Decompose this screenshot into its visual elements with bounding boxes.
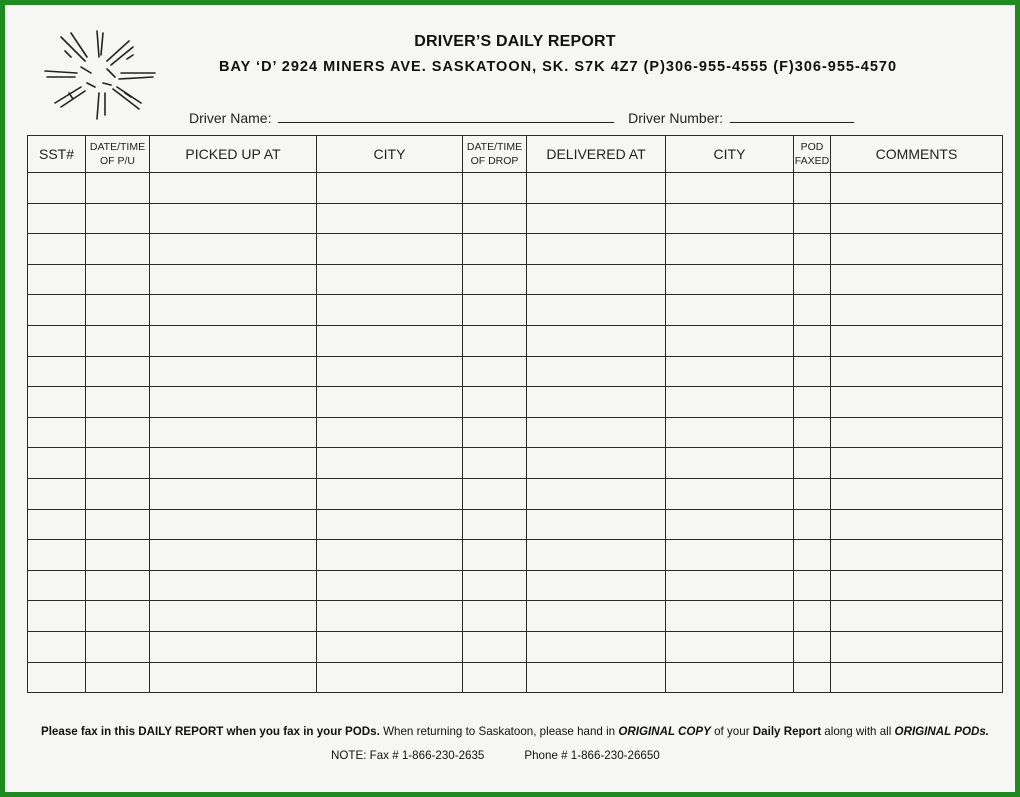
- table-cell[interactable]: [794, 264, 831, 295]
- table-cell[interactable]: [794, 601, 831, 632]
- table-cell[interactable]: [794, 540, 831, 571]
- table-cell[interactable]: [28, 417, 86, 448]
- table-cell[interactable]: [794, 417, 831, 448]
- footer-part4: of your: [710, 725, 753, 738]
- table-cell[interactable]: [317, 540, 463, 571]
- table-cell[interactable]: [794, 509, 831, 540]
- table-cell[interactable]: [666, 540, 794, 571]
- table-cell[interactable]: [28, 356, 86, 387]
- table-cell[interactable]: [666, 662, 794, 693]
- table-cell[interactable]: [666, 509, 794, 540]
- table-cell[interactable]: [28, 325, 86, 356]
- table-cell[interactable]: [28, 478, 86, 509]
- table-cell[interactable]: [831, 295, 1003, 326]
- table-cell[interactable]: [463, 173, 527, 204]
- table-cell[interactable]: [317, 203, 463, 234]
- table-cell[interactable]: [86, 478, 150, 509]
- table-cell[interactable]: [317, 448, 463, 479]
- table-cell[interactable]: [463, 509, 527, 540]
- table-cell[interactable]: [794, 662, 831, 693]
- table-cell[interactable]: [527, 356, 666, 387]
- table-cell[interactable]: [86, 295, 150, 326]
- table-row: [28, 203, 1003, 234]
- table-cell[interactable]: [317, 234, 463, 265]
- table-row: [28, 417, 1003, 448]
- phone-note: Phone # 1-866-230-26650: [524, 749, 660, 762]
- table-cell[interactable]: [317, 264, 463, 295]
- table-cell[interactable]: [527, 509, 666, 540]
- table-cell[interactable]: [28, 387, 86, 418]
- table-cell[interactable]: [794, 356, 831, 387]
- table-cell[interactable]: [86, 387, 150, 418]
- table-cell[interactable]: [463, 264, 527, 295]
- table-cell[interactable]: [86, 325, 150, 356]
- table-cell[interactable]: [86, 570, 150, 601]
- table-cell[interactable]: [317, 356, 463, 387]
- driver-number-field[interactable]: [730, 108, 854, 123]
- table-cell[interactable]: [28, 570, 86, 601]
- driver-number-label: Driver Number:: [628, 110, 724, 126]
- table-cell[interactable]: [317, 387, 463, 418]
- table-cell[interactable]: [831, 264, 1003, 295]
- table-cell[interactable]: [463, 325, 527, 356]
- table-cell[interactable]: [666, 478, 794, 509]
- footer-part7: ORIGINAL PODs.: [894, 725, 990, 738]
- column-header-line1: SST#: [38, 145, 74, 162]
- column-header-line1: CITY: [373, 145, 406, 162]
- table-cell[interactable]: [666, 417, 794, 448]
- table-cell[interactable]: [666, 448, 794, 479]
- table-cell[interactable]: [28, 295, 86, 326]
- table-cell[interactable]: [150, 478, 317, 509]
- table-cell[interactable]: [527, 448, 666, 479]
- table-cell[interactable]: [317, 509, 463, 540]
- table-cell[interactable]: [28, 540, 86, 571]
- table-row: [28, 264, 1003, 295]
- footer-part6: along with all: [821, 725, 895, 738]
- column-header-line2: OF P/U: [99, 155, 135, 167]
- table-cell[interactable]: [28, 234, 86, 265]
- table-row: [28, 540, 1003, 571]
- table-cell[interactable]: [527, 631, 666, 662]
- table-cell[interactable]: [463, 295, 527, 326]
- table-cell[interactable]: [150, 570, 317, 601]
- table-row: [28, 325, 1003, 356]
- column-header: [150, 136, 317, 173]
- table-cell[interactable]: [463, 570, 527, 601]
- report-table: [27, 135, 1003, 693]
- table-cell[interactable]: [831, 356, 1003, 387]
- table-cell[interactable]: [794, 631, 831, 662]
- column-header-line2: FAXED: [794, 155, 830, 167]
- table-cell[interactable]: [527, 264, 666, 295]
- table-cell[interactable]: [666, 295, 794, 326]
- table-cell[interactable]: [794, 387, 831, 418]
- column-header-line1: COMMENTS: [875, 145, 958, 162]
- table-cell[interactable]: [150, 662, 317, 693]
- table-cell[interactable]: [794, 448, 831, 479]
- table-cell[interactable]: [527, 662, 666, 693]
- column-header: [831, 136, 1003, 173]
- table-cell[interactable]: [831, 387, 1003, 418]
- table-cell[interactable]: [86, 509, 150, 540]
- table-cell[interactable]: [150, 387, 317, 418]
- column-header: [463, 136, 527, 173]
- table-cell[interactable]: [317, 478, 463, 509]
- table-cell[interactable]: [463, 478, 527, 509]
- table-row: [28, 356, 1003, 387]
- table-cell[interactable]: [86, 662, 150, 693]
- table-cell[interactable]: [794, 234, 831, 265]
- table-cell[interactable]: [150, 448, 317, 479]
- table-cell[interactable]: [666, 631, 794, 662]
- column-header: [666, 136, 794, 173]
- table-cell[interactable]: [831, 417, 1003, 448]
- table-cell[interactable]: [317, 570, 463, 601]
- table-cell[interactable]: [463, 540, 527, 571]
- table-cell[interactable]: [150, 264, 317, 295]
- footer-part3: ORIGINAL COPY: [618, 725, 711, 738]
- table-body: [28, 173, 1003, 693]
- table-cell[interactable]: [831, 662, 1003, 693]
- table-cell[interactable]: [28, 264, 86, 295]
- table-row: [28, 295, 1003, 326]
- table-cell[interactable]: [317, 631, 463, 662]
- table-cell[interactable]: [463, 234, 527, 265]
- driver-name-field[interactable]: [278, 108, 614, 123]
- table-cell[interactable]: [150, 417, 317, 448]
- table-row: [28, 601, 1003, 632]
- footer-part5: Daily Report: [752, 725, 822, 738]
- table-cell[interactable]: [831, 448, 1003, 479]
- table-cell[interactable]: [666, 356, 794, 387]
- table-cell[interactable]: [86, 264, 150, 295]
- table-cell[interactable]: [150, 234, 317, 265]
- table-cell[interactable]: [28, 448, 86, 479]
- table-cell[interactable]: [666, 387, 794, 418]
- footer-instructions: [5, 725, 1020, 738]
- table-cell[interactable]: [317, 173, 463, 204]
- column-header: [86, 136, 150, 173]
- report-title: DRIVER’S DAILY REPORT: [414, 33, 616, 50]
- column-header: [28, 136, 86, 173]
- table-row: [28, 173, 1003, 204]
- table-cell[interactable]: [150, 540, 317, 571]
- table-cell[interactable]: [794, 478, 831, 509]
- table-cell[interactable]: [317, 295, 463, 326]
- table-cell[interactable]: [666, 601, 794, 632]
- column-header-line1: DATE/TIME: [89, 140, 146, 153]
- table-cell[interactable]: [86, 417, 150, 448]
- table-cell[interactable]: [150, 203, 317, 234]
- table-cell[interactable]: [831, 203, 1003, 234]
- table-cell[interactable]: [831, 509, 1003, 540]
- column-header: [527, 136, 666, 173]
- table-row: [28, 570, 1003, 601]
- table-cell[interactable]: [463, 417, 527, 448]
- table-cell[interactable]: [86, 203, 150, 234]
- table-cell[interactable]: [831, 325, 1003, 356]
- table-cell[interactable]: [666, 203, 794, 234]
- table-cell[interactable]: [527, 295, 666, 326]
- table-cell[interactable]: [463, 631, 527, 662]
- table-cell[interactable]: [150, 631, 317, 662]
- driver-info-row: [189, 108, 854, 126]
- footer-part1: Please fax in this DAILY REPORT when you fax in your PODs.: [40, 725, 380, 738]
- table-cell[interactable]: [666, 264, 794, 295]
- column-header: [794, 136, 831, 173]
- table-cell[interactable]: [86, 448, 150, 479]
- table-cell[interactable]: [831, 631, 1003, 662]
- table-cell[interactable]: [831, 540, 1003, 571]
- column-header-line1: DELIVERED AT: [546, 145, 646, 162]
- column-header-line1: POD: [800, 140, 824, 153]
- footer-contact: [331, 749, 660, 762]
- column-header-line2: OF DROP: [470, 155, 519, 167]
- table-cell[interactable]: [86, 173, 150, 204]
- table-cell[interactable]: [527, 325, 666, 356]
- table-row: [28, 387, 1003, 418]
- table-cell[interactable]: [150, 295, 317, 326]
- table-cell[interactable]: [150, 601, 317, 632]
- column-header-line1: CITY: [713, 145, 746, 162]
- column-header: [317, 136, 463, 173]
- table-cell[interactable]: [831, 601, 1003, 632]
- column-header-line1: PICKED UP AT: [185, 145, 281, 162]
- table-cell[interactable]: [527, 540, 666, 571]
- table-cell[interactable]: [28, 662, 86, 693]
- table-cell[interactable]: [86, 234, 150, 265]
- table-cell[interactable]: [527, 234, 666, 265]
- table-cell[interactable]: [86, 540, 150, 571]
- table-cell[interactable]: [794, 203, 831, 234]
- table-cell[interactable]: [28, 631, 86, 662]
- table-cell[interactable]: [831, 234, 1003, 265]
- table-cell[interactable]: [150, 356, 317, 387]
- table-cell[interactable]: [28, 601, 86, 632]
- table-row: [28, 448, 1003, 479]
- table-cell[interactable]: [28, 173, 86, 204]
- table-cell[interactable]: [86, 601, 150, 632]
- table-cell[interactable]: [86, 631, 150, 662]
- table-cell[interactable]: [666, 173, 794, 204]
- table-cell[interactable]: [463, 448, 527, 479]
- table-cell[interactable]: [463, 662, 527, 693]
- table-cell[interactable]: [317, 417, 463, 448]
- table-cell[interactable]: [317, 325, 463, 356]
- table-cell[interactable]: [527, 570, 666, 601]
- table-cell[interactable]: [28, 509, 86, 540]
- table-cell[interactable]: [831, 173, 1003, 204]
- table-header-row: [28, 136, 1003, 173]
- driver-name-label: Driver Name:: [189, 110, 272, 126]
- table-cell[interactable]: [463, 387, 527, 418]
- table-cell[interactable]: [831, 478, 1003, 509]
- table-cell[interactable]: [150, 325, 317, 356]
- table-cell[interactable]: [527, 203, 666, 234]
- table-row: [28, 234, 1003, 265]
- table-cell[interactable]: [666, 570, 794, 601]
- table-cell[interactable]: [794, 570, 831, 601]
- table-cell[interactable]: [150, 509, 317, 540]
- table-cell[interactable]: [317, 601, 463, 632]
- fax-note: NOTE: Fax # 1-866-230-2635: [331, 749, 485, 762]
- table-cell[interactable]: [794, 295, 831, 326]
- table-cell[interactable]: [150, 173, 317, 204]
- table-row: [28, 631, 1003, 662]
- table-cell[interactable]: [463, 203, 527, 234]
- table-row: [28, 662, 1003, 693]
- table-cell[interactable]: [794, 173, 831, 204]
- table-cell[interactable]: [463, 356, 527, 387]
- table-cell[interactable]: [463, 601, 527, 632]
- table-cell[interactable]: [527, 387, 666, 418]
- table-cell[interactable]: [666, 325, 794, 356]
- table-cell[interactable]: [794, 325, 831, 356]
- footer-part2: When returning to Saskatoon, please hand in: [379, 725, 619, 738]
- table-cell[interactable]: [666, 234, 794, 265]
- table-cell[interactable]: [86, 356, 150, 387]
- column-header-line1: DATE/TIME: [466, 140, 523, 153]
- company-address: BAY ‘D’ 2924 MINERS AVE. SASKATOON, SK. S7K 4Z7 (P)306-955-4555 (F)306-955-4570: [219, 59, 898, 75]
- table-cell[interactable]: [831, 570, 1003, 601]
- table-row: [28, 509, 1003, 540]
- table-row: [28, 478, 1003, 509]
- table-cell[interactable]: [28, 203, 86, 234]
- table-cell[interactable]: [527, 417, 666, 448]
- table-cell[interactable]: [527, 601, 666, 632]
- table-cell[interactable]: [317, 662, 463, 693]
- table-cell[interactable]: [527, 478, 666, 509]
- table-cell[interactable]: [527, 173, 666, 204]
